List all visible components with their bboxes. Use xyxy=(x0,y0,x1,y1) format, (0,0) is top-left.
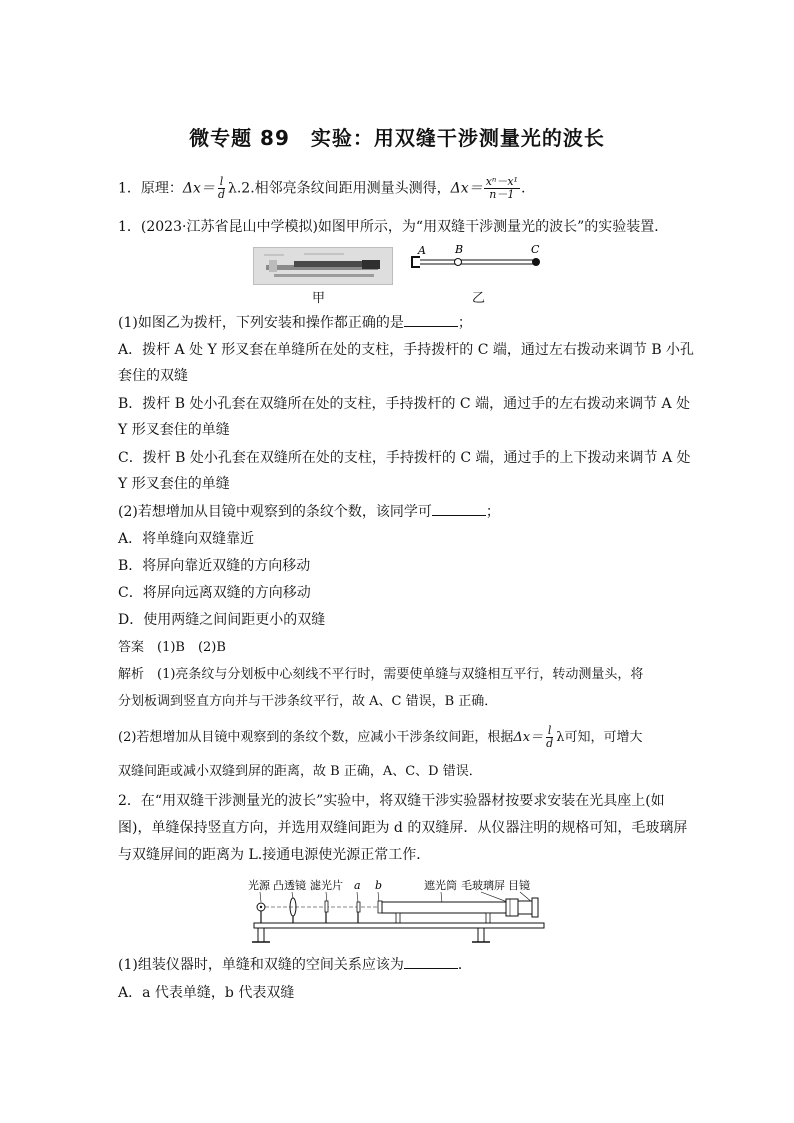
figure-label-jia: 甲 xyxy=(312,291,326,306)
q1-analysis-line-3: (2)若想增加从目镜中观察到的条纹个数，应减小干涉条纹间距，根据Δx＝ $\frac{l}{d}$ λ可知，可增大 xyxy=(118,724,643,750)
rod-label-a: A xyxy=(418,244,426,257)
apparatus-photo-drawing xyxy=(254,248,392,284)
q2-intro-line-3: 与双缝屏间的距离为 L.接通电源使光源正常工作． xyxy=(118,847,431,863)
q2-intro-line-2: 图)，单缝保持竖直方向，并选用双缝间距为 d 的双缝屏．从仪器注明的规格可知，毛玻璃屏 xyxy=(118,820,688,836)
q1-sub2-stem: (2)若想增加从目镜中观察到的条纹个数，该同学可 ； xyxy=(118,504,500,520)
q1-sub2-option-b: B．将屏向靠近双缝的方向移动 xyxy=(118,558,311,574)
q1-sub2-option-c: C．将屏向远离双缝的方向移动 xyxy=(118,585,311,601)
q2-sub1-stem: (1)组装仪器时，单缝和双缝的空间关系应该为 ． xyxy=(118,957,472,973)
q1-analysis-line-2: 分划板调到竖直方向并与干涉条纹平行，故 A、C 错误，B 正确． xyxy=(118,694,498,709)
q1-sub1-option-c-cont: Y 形叉套住的单缝 xyxy=(118,476,230,492)
q1-analysis-line-4: 双缝间距或减小双缝到屏的距离，故 B 正确，A、C、D 错误． xyxy=(118,764,482,779)
answer-blank xyxy=(404,314,458,327)
label-light-source: 光源 xyxy=(248,879,270,892)
q1-intro: 1．(2023·江苏省昆山中学模拟)如图甲所示，为“用双缝干涉测量光的波长”的实验装置． xyxy=(118,219,669,235)
q1-sub2-option-d: D．使用两缝之间间距更小的双缝 xyxy=(118,612,326,628)
q1-sub1-option-b: B．拨杆 B 处小孔套在双缝所在处的支柱，手持拨杆的 C 端，通过手的左右拨动来调节 A 处 xyxy=(118,396,691,412)
figure-label-yi: 乙 xyxy=(472,291,486,306)
label-a: a xyxy=(354,879,361,892)
label-convex-lens: 凸透镜 xyxy=(273,879,306,892)
optical-bench-diagram xyxy=(248,876,548,946)
label-screen: 毛玻璃屏 xyxy=(461,879,505,892)
q1-sub1-option-a-cont: 套住的双缝 xyxy=(118,368,188,384)
rod-diagram xyxy=(410,244,550,274)
q1-sub2-option-a: A．将单缝向双缝靠近 xyxy=(118,531,255,547)
rod-label-c: C xyxy=(531,243,540,256)
fraction-l-over-d: $\frac{l}{d}$ xyxy=(217,175,225,201)
label-b: b xyxy=(375,879,383,892)
answer-blank xyxy=(432,503,486,516)
q1-sub1-option-a: A．拨杆 A 处 Y 形叉套在单缝所在处的支柱，手持拨杆的 C 端，通过左右拨动来调节 B 小孔 xyxy=(118,342,695,358)
label-filter: 滤光片 xyxy=(310,879,343,892)
rod-label-b: B xyxy=(455,243,464,256)
apparatus-photo xyxy=(253,247,393,285)
fraction-l-over-d-analysis: $\frac{l}{d}$ xyxy=(546,724,554,750)
q1-answer: 答案 (1)B (2)B xyxy=(118,640,226,655)
label-eyepiece: 目镜 xyxy=(508,879,530,892)
fraction-xn-x1: $\frac{\text{xⁿ－x¹}}{n-1}$ xyxy=(485,175,518,201)
q1-sub1-option-b-cont: Y 形叉套住的单缝 xyxy=(118,422,230,438)
answer-blank xyxy=(404,956,458,969)
q2-sub1-option-a: A．a 代表单缝，b 代表双缝 xyxy=(118,985,295,1001)
page-title: 微专题 89 实验：用双缝干涉测量光的波长 xyxy=(189,126,605,150)
q1-sub1-stem: (1)如图乙为拨杆，下列安装和操作都正确的是 ； xyxy=(118,315,472,331)
principle-line: 1．原理：Δx＝ $\frac{l}{d}$ λ.2.相邻亮条纹间距用测量头测得，Δx＝ $\frac{\text{xⁿ－x¹}}{n-1}$ . xyxy=(118,175,526,201)
q2-intro-line-1: 2．在“用双缝干涉测量光的波长”实验中，将双缝干涉实验器材按要求安装在光具座上(如 xyxy=(118,793,665,809)
q1-analysis-line-1: 解析 (1)亮条纹与分划板中心刻线不平行时，需要使单缝与双缝相互平行，转动测量头，将 xyxy=(118,667,644,682)
q1-sub1-option-c: C．拨杆 B 处小孔套在双缝所在处的支柱，手持拨杆的 C 端，通过手的上下拨动来调节 A 处 xyxy=(118,450,691,466)
label-tube: 遮光筒 xyxy=(424,879,457,892)
